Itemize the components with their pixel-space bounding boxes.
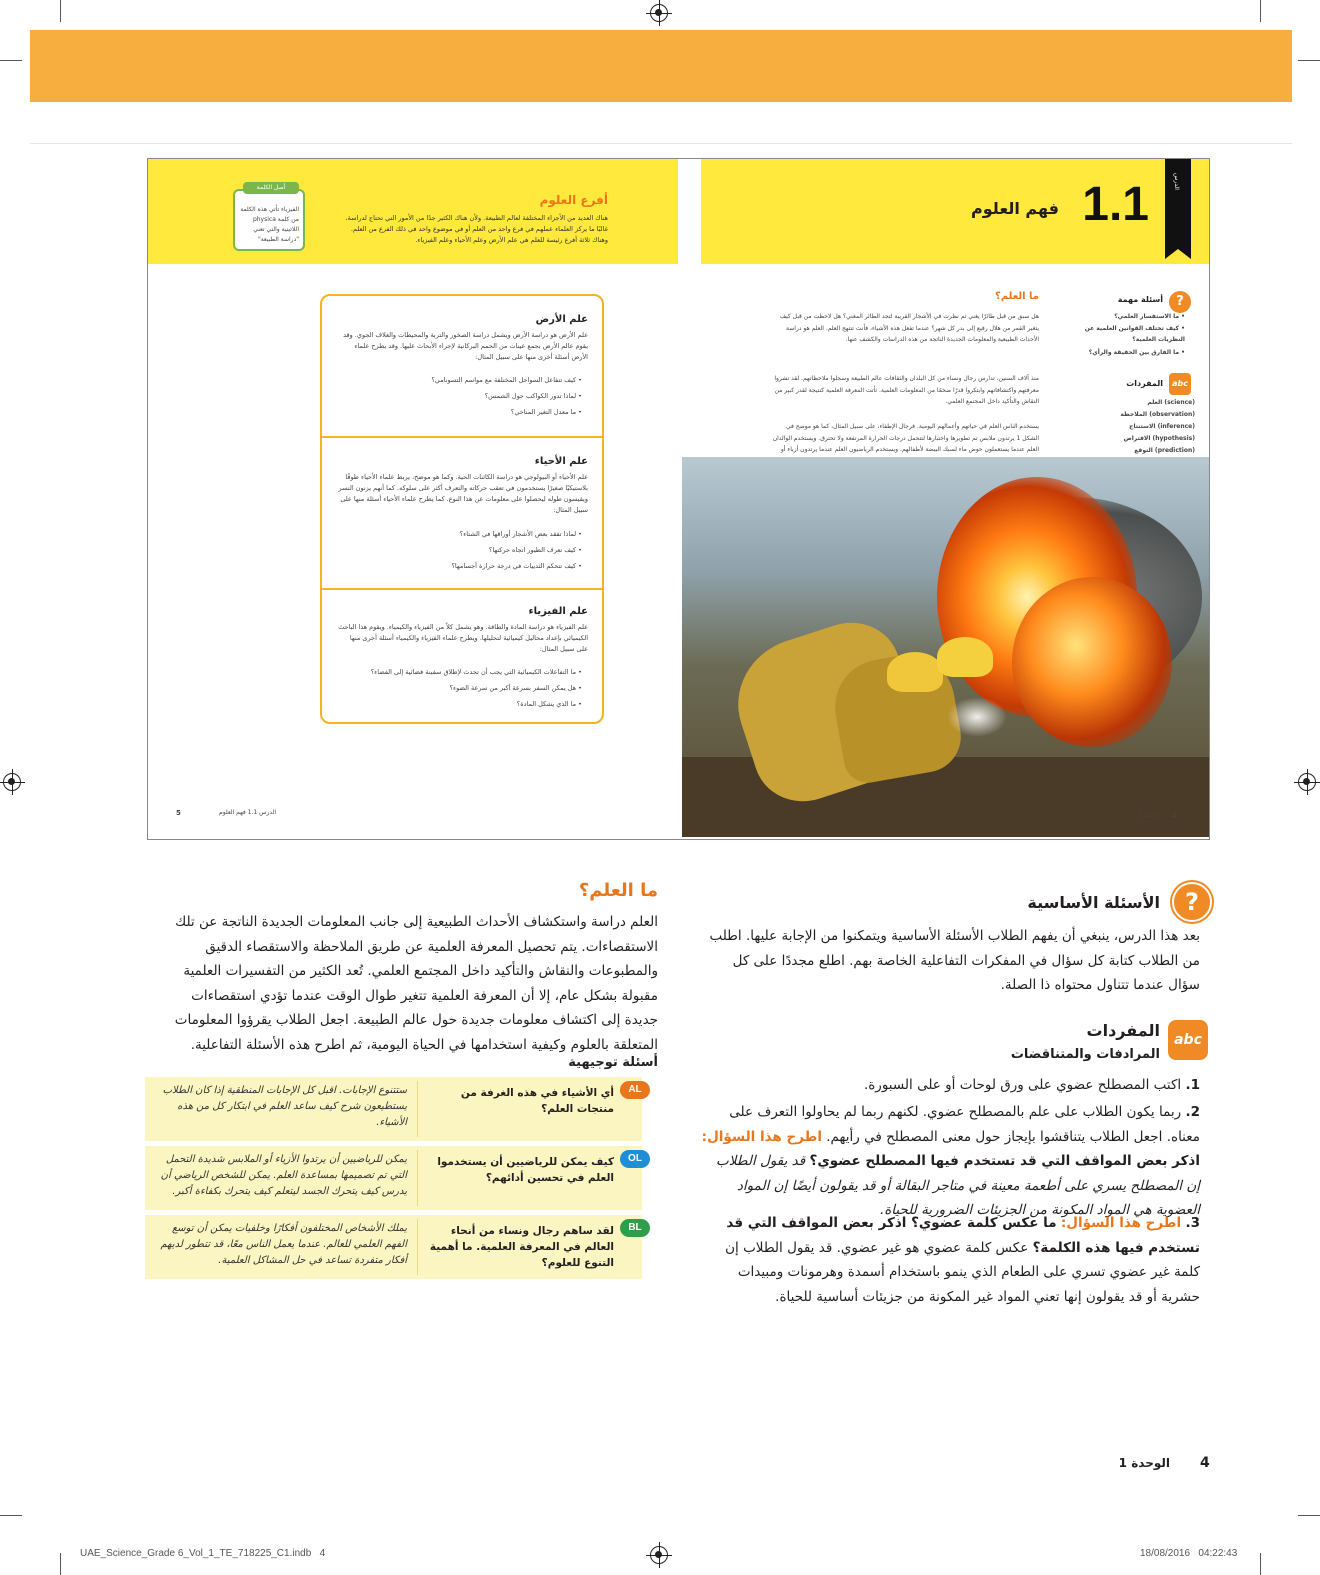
ask-answer: قد يقول الطلاب إن المصطلح يسري على أطعمة معينة في متاجر البقالة أو قد يقولون أيضًا إن المواد العضوية هي المواد المكونة من الجزيئات الضرورية للحياة. [716, 1153, 1200, 1218]
abc-icon: abc [1168, 1020, 1208, 1060]
branches-box [320, 294, 604, 724]
guide-question: كيف يمكن للرياضيين أن يستخدموا العلم في تحسين أدائهم؟ [437, 1156, 614, 1184]
registration-mark-icon [650, 4, 668, 22]
eq-paragraph: بعد هذا الدرس، ينبغي أن يفهم الطلاب الأسئلة الأساسية ويتمكنوا من الإجابة عليها. اطلب من الطلاب كتابة كل سؤال في المفكرات التفاعلية الخاصة بهم. اطلع مجددًا على كل سؤال عندما تتناول محتواه ذا الصلة. [709, 928, 1200, 993]
list-item: • لماذا تدور الكواكب حول الشمس؟ [484, 392, 582, 400]
what-is-science-heading: ما العلم؟ [578, 880, 658, 901]
life-science-title: علم الأحياء [534, 456, 588, 467]
what-is-science-title: ما العلم؟ [995, 291, 1039, 302]
earth-science-title: علم الأرض [535, 314, 588, 325]
vocab-term: (science) العلم [1147, 399, 1195, 406]
list-item-text: ربما يكون الطلاب على علم بالمصطلح عضوي. لكنهم ربما لم يحاولوا التعرف على معناه. اجعل الطلاب يتناقشوا بإيجاز حول معنى المصطلح في رأيهم. [729, 1104, 1200, 1145]
unit-label: الوحدة 1 [1118, 1456, 1170, 1470]
abc-icon: abc [1169, 373, 1191, 395]
divider [417, 1081, 418, 1137]
list-item-text: ما الفارق بين الحقيقة والرأي؟ [1088, 349, 1180, 356]
vocab-term: (hypothesis) الافتراض [1123, 435, 1195, 442]
list-item-text: اكتب المصطلح عضوي على ورق لوحات أو على السبورة. [863, 1077, 1182, 1093]
list-item [700, 1073, 1200, 1098]
list-item-text: كيف تتفاعل السواحل المختلفة مع مواسم التسونامي؟ [431, 376, 577, 384]
what-is-science-paragraph: العلم دراسة واستكشاف الأحداث الطبيعية إلى جانب المعلومات الجديدة الناتجة عن تلك الاستقصاءات. يتم تحصيل المعرفة العلمية عن طريق الملاحظة والاستقصاء الدقيق والمطبوعات والنقاش والتأكيد داخل المجتمع العلمي. تُعد الكثير من التفسيرات العلمية مقبولة بشكل عام، إلا أن المعرفة العلمية تتغير طوال الوقت عندما تؤدي استقصاءات جديدة إلى اكتشاف معلومات جديدة حول عالم الطبيعة. اجعل الطلاب يقرؤوا المعلومات المتعلقة بالعلوم وكيفية استخدامها في الحياة اليومية، ثم اطرح هذه الأسئلة التفاعلية. [174, 914, 658, 1053]
earth-science-section [322, 296, 602, 438]
level-badge: OL [620, 1150, 650, 1168]
header-banner [30, 30, 1292, 102]
life-science-section [322, 438, 602, 590]
lesson-tab-label: الدرس [1173, 173, 1180, 190]
spread-right-page-number: 4 [1172, 812, 1177, 820]
question-icon: ? [1169, 291, 1191, 313]
list-item: • كيف تعرف الطيور اتجاه حركتها؟ [488, 546, 582, 554]
list-item [700, 1211, 1200, 1309]
guide-answer: ستتنوع الإجابات. اقبل كل الإجابات المنطقية إذا كان الطلاب يستطيعون شرح كيف ساعد العلم في ابتكار كل من هذه الأشياء. [162, 1085, 407, 1128]
list-item: • ما الاستفسار العلمي؟ [1114, 313, 1185, 320]
registration-mark-icon [1298, 773, 1316, 791]
list-item-text: كيف تتحكم الثدييات في درجة حرارة أجسامها؟ [451, 562, 577, 570]
crop-mark [1298, 1515, 1320, 1516]
lesson-title: فهم العلوم [971, 199, 1059, 218]
lesson-number: 1.1 [1082, 178, 1149, 231]
branches-intro: هناك العديد من الأجزاء المختلفة لعالم الطبيعة. ولأن هناك الكثير جدًا من الأمور التي تحتاج لدراسة، غالبًا ما يركز العلماء عملهم في فرع واحد من العلم أو في موضوع واحد في ذلك الفرع من العلم. وهناك ثلاثة أفرع رئيسة للعلم هي علم الأرض وعلم الأحياء وعلم الفيزياء. [345, 214, 608, 244]
vocab-heading: المفردات [1086, 1021, 1160, 1040]
spread-left-band [148, 159, 678, 264]
photo-helmet [887, 652, 943, 692]
vocab-term: (prediction) التوقع [1134, 447, 1195, 454]
guide-question: أي الأشياء في هذه الغرفة من منتجات العلم؟ [460, 1087, 614, 1115]
physical-science-section [322, 590, 602, 722]
spread-paragraph-2: منذ آلاف السنين، تدارس رجال ونساء من كل البلدان والثقافات عالم الطبيعة وسجلوا ملاحظاتهم. لقد نشروا معرفتهم واكتشافاتهم وابتكروا قدرًا ضخمًا من المعلومات العلمية. تأتت المعرفة العلمية كنتيجة لقدر كبير من النقاش والتأكيد داخل المجتمع العلمي. [774, 375, 1039, 405]
physical-science-text: علم الفيزياء هو دراسة المادة والطاقة. وهو يشمل كلاً من الفيزياء والكيمياء. ويقوم هذا الباحث الكيميائي بإعداد محاليل كيميائية لتحليلها. ويطرح علماء الفيزياء والكيمياء أسئلة أخرى منها على سبيل المثال: [338, 623, 588, 653]
ask-label: اطرح هذا السؤال: [701, 1128, 822, 1145]
life-science-text: علم الأحياء أو البيولوجي هو دراسة الكائنات الحية. وكما هو موضح، يربط علماء الأحياء طوقًا بلاستيكيًا صغيرًا يستخدمون في تعقب حركاته والتعرف أكثر على سلوكه. كما أنهم يزنون النسر ويقيسون طوله ليحصلوا على معلومات عن هذا النوع. كما يطرح علماء الأحياء أسئلة منها على سبيل المثال: [338, 473, 588, 514]
spread-left-footer: الدرس 1.1 فهم العلوم [219, 809, 276, 816]
vocab-title: المفردات [1126, 379, 1163, 388]
earth-science-text: علم الأرض هو دراسة الأرض ويشمل دراسة الصخور والتربة والمحيطات والغلاف الجوي. وقد يقوم عالم الأرض بجمع عينات من الحمم البركانية لإجراء الأبحاث عليها. وقد يطرح علماء الأرض أسئلة أخرى منها على سبيل المثال: [343, 331, 588, 361]
slug-filename: UAE_Science_Grade 6_Vol_1_TE_718225_C1.indb 4 [80, 1548, 326, 1559]
list-item: • لماذا تفقد بعض الأشجار أوراقها في الشتاء؟ [459, 530, 582, 538]
list-item: • ما التفاعلات الكيميائية التي يجب أن تحدث لإطلاق سفينة فضائية إلى الفضاء؟ [370, 668, 582, 676]
list-item [700, 1100, 1200, 1223]
physical-science-title: علم الفيزياء [528, 606, 588, 617]
crop-mark [0, 60, 22, 61]
crop-mark [1260, 0, 1261, 22]
list-number: 3. [1185, 1215, 1200, 1231]
spread-left-page-number: 5 [176, 809, 181, 817]
list-item-text: كيف تعرف الطيور اتجاه حركتها؟ [488, 546, 577, 554]
page-number: 4 [1200, 1455, 1210, 1471]
list-item: • ما الفارق بين الحقيقة والرأي؟ [1088, 349, 1185, 356]
photo-fire [1012, 577, 1172, 747]
list-number: 2. [1185, 1104, 1200, 1120]
lesson-tab [1165, 159, 1191, 249]
firefighters-photo [682, 457, 1209, 837]
ask-question: ما عكس كلمة عضوي؟ اذكر بعض المواقف التي قد تستخدم فيها هذه الكلمة؟ [726, 1215, 1200, 1256]
photo-spray [947, 697, 1007, 737]
guide-heading: أسئلة توجيهية [568, 1055, 658, 1070]
vocab-subheading: المرادفات والمتناقضات [1010, 1047, 1160, 1062]
list-item-text: لماذا تدور الكواكب حول الشمس؟ [484, 392, 577, 400]
list-item-text: ما معدل التغير المناخي؟ [510, 408, 577, 416]
list-item: • هل يمكن السفر بسرعة أكبر من سرعة الضوء؟ [449, 684, 582, 692]
level-badge: AL [620, 1081, 650, 1099]
vocab-term: (inference) الاستنتاج [1129, 423, 1195, 430]
guide-row-ol [145, 1146, 642, 1210]
word-origin-box [233, 184, 305, 251]
ask-answer: عكس كلمة عضوي هو غير عضوي. قد يقول الطلاب إن كلمة غير عضوي تسري على الطعام الذي ينمو باستخدام أسمدة وهرمونات ومبيدات حشرية أو قد يقولون إنها تعني المواد غير المكونة من جزيئات أساسية للحياة. [725, 1239, 1200, 1305]
guide-question: لقد ساهم رجال ونساء من أنحاء العالم في المعرفة العلمية. ما أهمية التنوع للعلوم؟ [429, 1225, 614, 1269]
guide-answer: يمكن للرياضيين أن يرتدوا الأزياء أو الملابس شديدة التحمل التي تم تصميمها بمساعدة العلم. يمكن للشخص الرياضي أن يدرس كيف يتحرك الجسد ليتعلم كيف يتحرك بكفاءة أكبر. [160, 1154, 407, 1197]
registration-mark-icon [650, 1546, 668, 1564]
list-item: • كيف تتحكم الثدييات في درجة حرارة أجسامها؟ [451, 562, 582, 570]
ask-label: اطرح هذا السؤال: [1060, 1215, 1182, 1231]
list-item-text: لماذا تفقد بعض الأشجار أوراقها في الشتاء؟ [459, 530, 577, 538]
list-item-text: ما الذي يشكل المادة؟ [516, 700, 577, 708]
spread-left-page [148, 159, 678, 839]
header-rule [30, 102, 1292, 144]
spread-paragraph-3: يستخدم الناس العلم في حياتهم وأعمالهم اليومية. فرجال الإطفاء، على سبيل المثال، كما هو موضح في الشكل 1 يرتدون ملابس تم تطويرها واختبارها لتتحمل درجات الحرارة المرتفعة ولا تحترق. ويستخدم الوالدان العلم عندما يستعملون حوض ماء لسبك البيضة لأطفالهم. ويستخدم الرياضيون العلم عندما يرتدون أزياء أو [772, 423, 1039, 453]
crop-mark [1298, 60, 1320, 61]
list-item: • ما الذي يشكل المادة؟ [516, 700, 582, 708]
branches-title: أفرع العلوم [539, 193, 608, 207]
ask-question: اذكر بعض المواقف التي قد تستخدم فيها المصطلح عضوي؟ [809, 1153, 1200, 1169]
list-number: 1. [1185, 1077, 1200, 1093]
word-origin-text: الفيزياء تأتي هذه الكلمة من كلمة physica اللاتينية والتي تعني "دراسة الطبيعة" [240, 206, 299, 243]
list-item-text: هل يمكن السفر بسرعة أكبر من سرعة الضوء؟ [449, 684, 577, 692]
guide-row-bl [145, 1215, 642, 1279]
spread-paragraph-1: هل سبق من قبل طائرًا يغني ثم نظرت في الأشجار القريبة لتجد الطائر المغني؟ هل لاحظت من قبل كيف يتغير القمر من هلال رفيع إلى بدر كل شهر؟ عندما تفعل هذه الأشياء، فأنت تنتهج العلم. العلم هو دراسة الأحداث الطبيعية والمعلومات الجديدة الناتجة من هذه الدراسات والكشف عنها. [779, 313, 1039, 343]
question-icon: ? [1172, 882, 1212, 922]
divider [417, 1219, 418, 1275]
eq-heading: الأسئلة الأساسية [1027, 893, 1160, 912]
registration-mark-icon [3, 773, 21, 791]
list-item-text: ما الاستفسار العلمي؟ [1114, 313, 1180, 320]
word-origin-title: أصل الكلمة [243, 182, 299, 194]
photo-helmet [937, 637, 993, 677]
crop-mark [60, 0, 61, 22]
list-item-text: كيف تختلف القوانين العلمية عن النظريات العلمية؟ [1084, 325, 1185, 343]
list-item: • ما معدل التغير المناخي؟ [510, 408, 582, 416]
eq-title: أسئلة مهمة [1117, 295, 1163, 304]
vocab-term: (observation) الملاحظة [1120, 411, 1195, 418]
divider [417, 1150, 418, 1206]
list-item: • كيف تتفاعل السواحل المختلفة مع مواسم التسونامي؟ [431, 376, 582, 384]
crop-mark [1260, 1553, 1261, 1575]
level-badge: BL [620, 1219, 650, 1237]
spread-right-footer: الوحدة 1 [1137, 812, 1160, 819]
guide-answer: يملك الأشخاص المختلفون أفكارًا وخلفيات يمكن أن توسع الفهم العلمي للعالم. عندما يعمل الناس معًا، قد تتطور لديهم أفكار متفردة تساعد في حل المشاكل العلمية. [160, 1223, 407, 1266]
list-item-text: ما التفاعلات الكيميائية التي يجب أن تحدث لإطلاق سفينة فضائية إلى الفضاء؟ [370, 668, 577, 676]
slug-date: 18/08/2016 04:22:43 [1140, 1548, 1238, 1559]
crop-mark [0, 1515, 22, 1516]
list-item: • كيف تختلف القوانين العلمية عن النظريات العلمية؟ [1084, 325, 1185, 343]
guide-row-al [145, 1077, 642, 1141]
crop-mark [60, 1553, 61, 1575]
